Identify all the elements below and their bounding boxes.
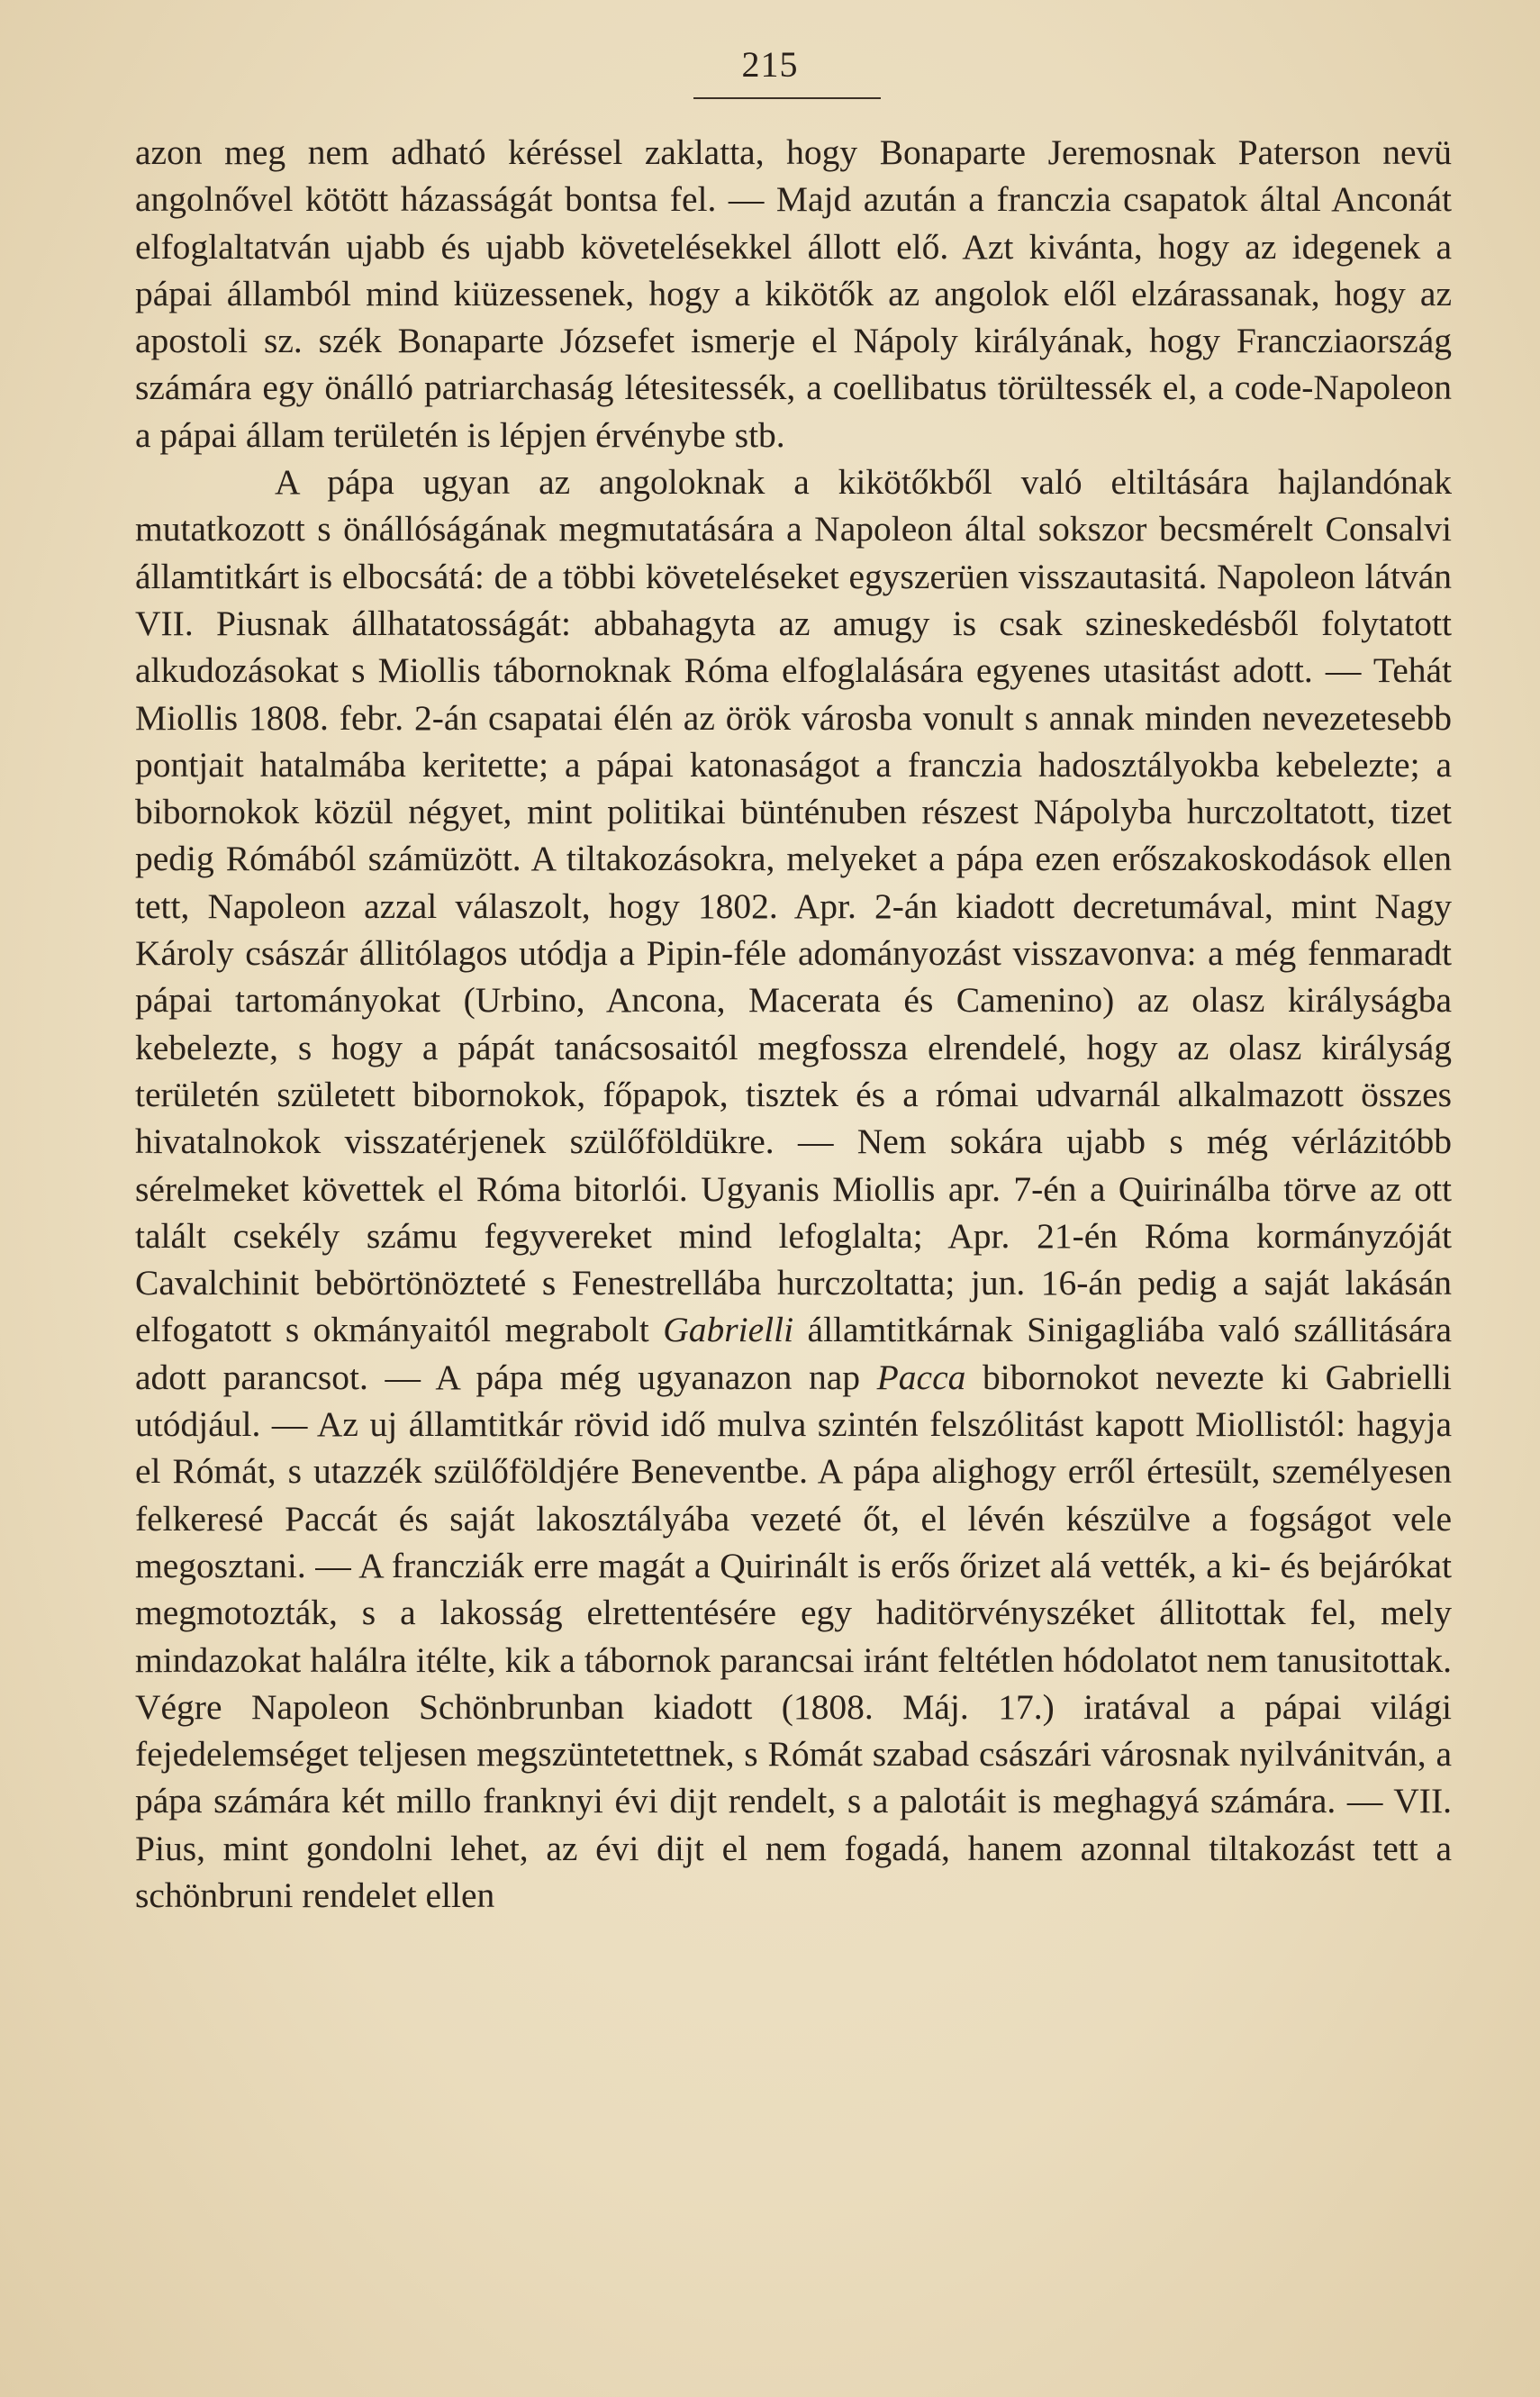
text-run: államtitkárnak Sinigagliába való szállitására adott parancsot. — A pápa még ugyanazon nap <box>135 1310 1452 1397</box>
body-text <box>135 129 1452 1919</box>
paragraph <box>135 129 1452 459</box>
text-run: bibornokot nevezte ki Gabrielli utódjául. — Az uj államtitkár rövid idő mulva szintén felszólitást kapott Miollistól: hagyja el Rómát, s utazzék szülőföldjére Beneventbe. A pápa alighogy erről értesült, személyesen felkeresé Paccát és saját lakosztályába vezeté őt, el lévén készülve a fogságot vele megosztani. — A francziák erre magát a Quirinált is erős őrizet alá vették, a ki- és bejárókat megmotozták, s a lakosság elrettentésére egy haditörvényszéket állitottak fel, mely mindazokat halálra itélte, kik a tábornok parancsai iránt feltétlen hódolatot nem tanusitottak. Végre Napoleon Schönbrunban kiadott (1808. Máj. 17.) iratával a pápai világi fejedelemséget teljesen megszüntetettnek, s Rómát szabad császári városnak nyilvánitván, a pápa számára két millo franknyi évi dijt rendelt, s a palotáit is meghagyá számára. — VII. Pius, mint gondolni lehet, az évi dijt el nem fogadá, hanem azonnal tiltakozást tett a schönbruni rendelet ellen <box>135 1357 1452 1915</box>
header-rule <box>693 97 881 99</box>
paragraph <box>135 459 1452 1919</box>
text-run: azon meg nem adható kéréssel zaklatta, hogy Bonaparte Jeremosnak Paterson nevü angolnővel kötött házasságát bontsa fel. — Majd azután a franczia csapatok által Anconát elfoglaltatván ujabb és ujabb követelésekkel állott elő. Azt kivánta, hogy az idegenek a pápai államból mind kiüzessenek, hogy a kikötők az angolok elől elzárassanak, hogy az apostoli sz. szék Bonaparte Józsefet ismerje el Nápoly királyának, hogy Francziaország számára egy önálló patriarchaság létesitessék, a coellibatus törültessék el, a code-Napoleon a pápai állam területén is lépjen érvénybe stb. <box>135 132 1452 455</box>
page-number: 215 <box>741 44 799 85</box>
italic-name: Gabrielli <box>663 1310 794 1350</box>
italic-name: Pacca <box>876 1357 966 1397</box>
text-run: A pápa ugyan az angoloknak a kikötőkből való eltiltására hajlandónak mutatkozott s önállóságának megmutatására a Napoleon által sokszor becsmérelt Consalvi államtitkárt is elbocsátá: de a többi követeléseket egyszerüen visszautasitá. Napoleon látván VII. Piusnak állhatatosságát: abbahagyta az amugy is csak szineskedésből folytatott alkudozásokat s Miollis tábornoknak Róma elfoglalására egyenes utasitást adott. — Tehát Miollis 1808. febr. 2-án csapatai élén az örök városba vonult s annak minden nevezetesebb pontjait hatalmába keritette; a pápai katonaságot a franczia hadosztályokba kebelezte; a bibornokok közül négyet, mint politikai bünténuben részest Nápolyba hurczoltatott, tizet pedig Rómából számüzött. A tiltakozásokra, melyeket a pápa ezen erőszakoskodások ellen tett, Napoleon azzal válaszolt, hogy 1802. Apr. 2-án kiadott decretumával, mint Nagy Károly császár állitólagos utódja a Pipin-féle adományozást visszavonva: a még fenmaradt pápai tartományokat (Urbino, Ancona, Macerata és Camenino) az olasz királyságba kebelezte, s hogy a pápát tanácsosaitól megfossza elrendelé, hogy az olasz királyság területén született bibornokok, főpapok, tisztek és a római udvarnál alkalmazott összes hivatalnokok visszatérjenek szülőföldükre. — Nem sokára ujabb s még vérlázitóbb sérelmeket követtek el Róma bitorlói. Ugyanis Miollis apr. 7-én a Quirinálba törve az ott talált csekély számu fegyvereket mind lefoglalta; Apr. 21-én Róma kormányzóját Cavalchinit bebörtönözteté s Fenestrellába hurczoltatta; jun. 16-án pedig a saját lakásán elfogatott s okmányaitól megrabolt <box>135 462 1452 1350</box>
